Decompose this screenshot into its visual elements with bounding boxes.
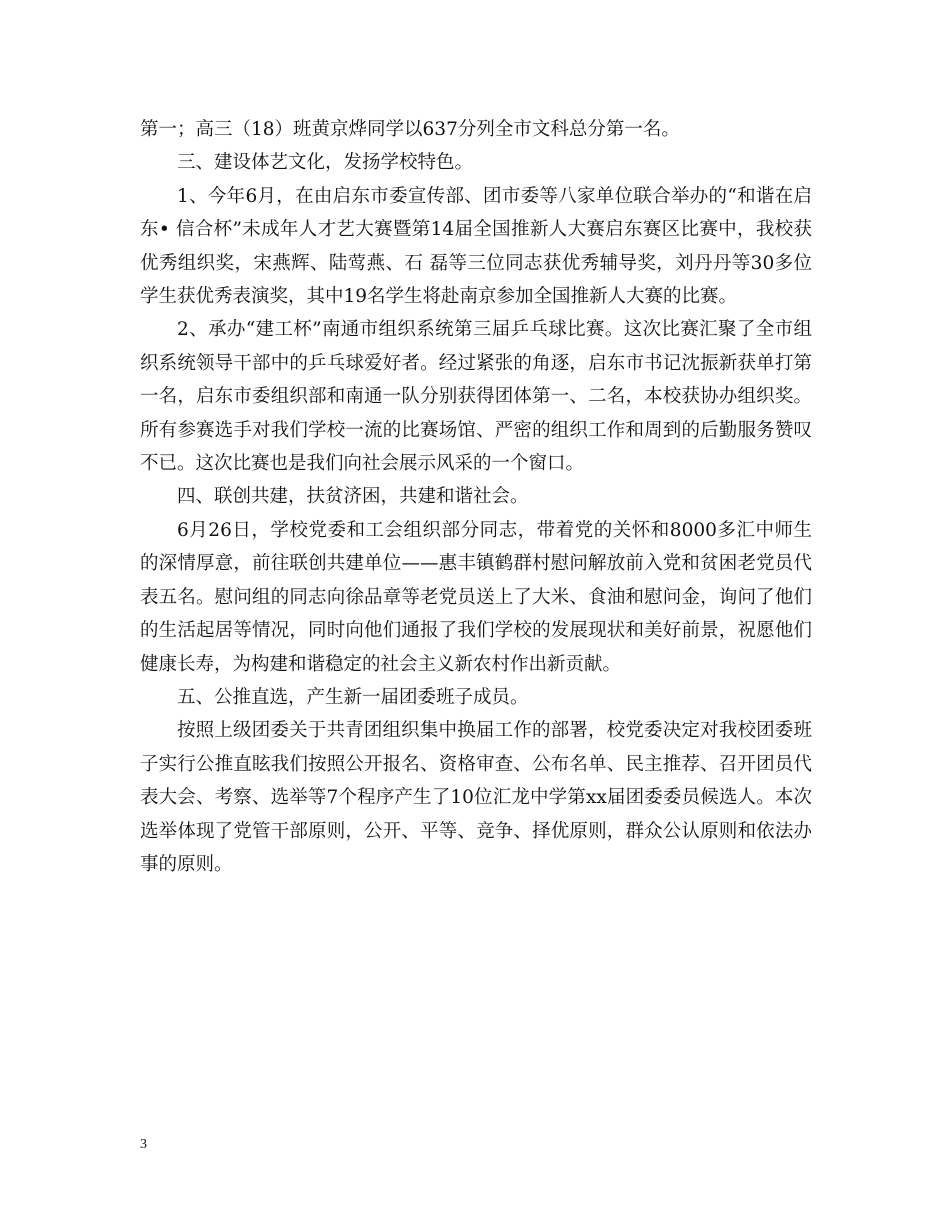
paragraph-election: 按照上级团委关于共青团组织集中换届工作的部署，校党委决定对我校团委班子实行公推直眩我们按照公开报名、资格审查、公布名单、民主推荐、召开团员代表大会、考察、选举等7个程序产生了10位汇龙中学第xx届团委委员候选人。本次选举体现了党管干部原则，公开、平等、竞争、择优原则，群众公认原则和依法办事的原则。 bbox=[140, 720, 812, 875]
section-heading-4: 四、联创共建，扶贫济困，共建和谐社会。 bbox=[177, 486, 529, 508]
section-heading-5: 五、公推直选，产生新一届团委班子成员。 bbox=[177, 686, 529, 708]
paragraph-1: 第一；高三（18）班黄京烨同学以637分列全市文科总分第一名。 bbox=[140, 119, 680, 140]
page-number: 3 bbox=[140, 1137, 147, 1152]
paragraph-table-tennis: 2、承办“建工杯”南通市组织系统第三届乒乓球比赛。这次比赛汇聚了全市组织系统领导干部中的乒乓球爱好者。经过紧张的角逐，启东市书记沈振新获单打第一名，启东市委组织部和南通一队分别获得团体第一、二名，本校获协办组织奖。所有参赛选手对我们学校一流的比赛场馆、严密的组织工作和周到的后勤服务赞叹不已。这次比赛也是我们向社会展示风采的一个窗口。 bbox=[140, 319, 812, 475]
paragraph-arts-competition: 1、今年6月，在由启东市委宣传部、团市委等八家单位联合举办的“和谐在启东• 信合杯”未成年人才艺大赛暨第14届全国推新人大赛启东赛区比赛中，我校获优秀组织奖，宋燕辉、陆莺燕、石 磊等三位同志获优秀辅导奖，刘丹丹等30多位学生获优秀表演奖，其中19名学生将赴南京参加全国推新人大赛的比赛。 bbox=[140, 185, 812, 308]
paragraph-poverty-relief: 6月26日，学校党委和工会组织部分同志，带着党的关怀和8000多汇中师生的深情厚意，前往联创共建单位——惠丰镇鹤群村慰问解放前入党和贫困老党员代表五名。慰问组的同志向徐品章等老党员送上了大米、食油和慰问金，询问了他们的生活起居等情况，同时向他们通报了我们学校的发展现状和美好前景，祝愿他们健康长寿，为构建和谐稳定的社会主义新农村作出新贡献。 bbox=[140, 519, 812, 675]
document-body bbox=[140, 113, 812, 881]
section-heading-3: 三、建设体艺文化，发扬学校特色。 bbox=[177, 152, 474, 174]
